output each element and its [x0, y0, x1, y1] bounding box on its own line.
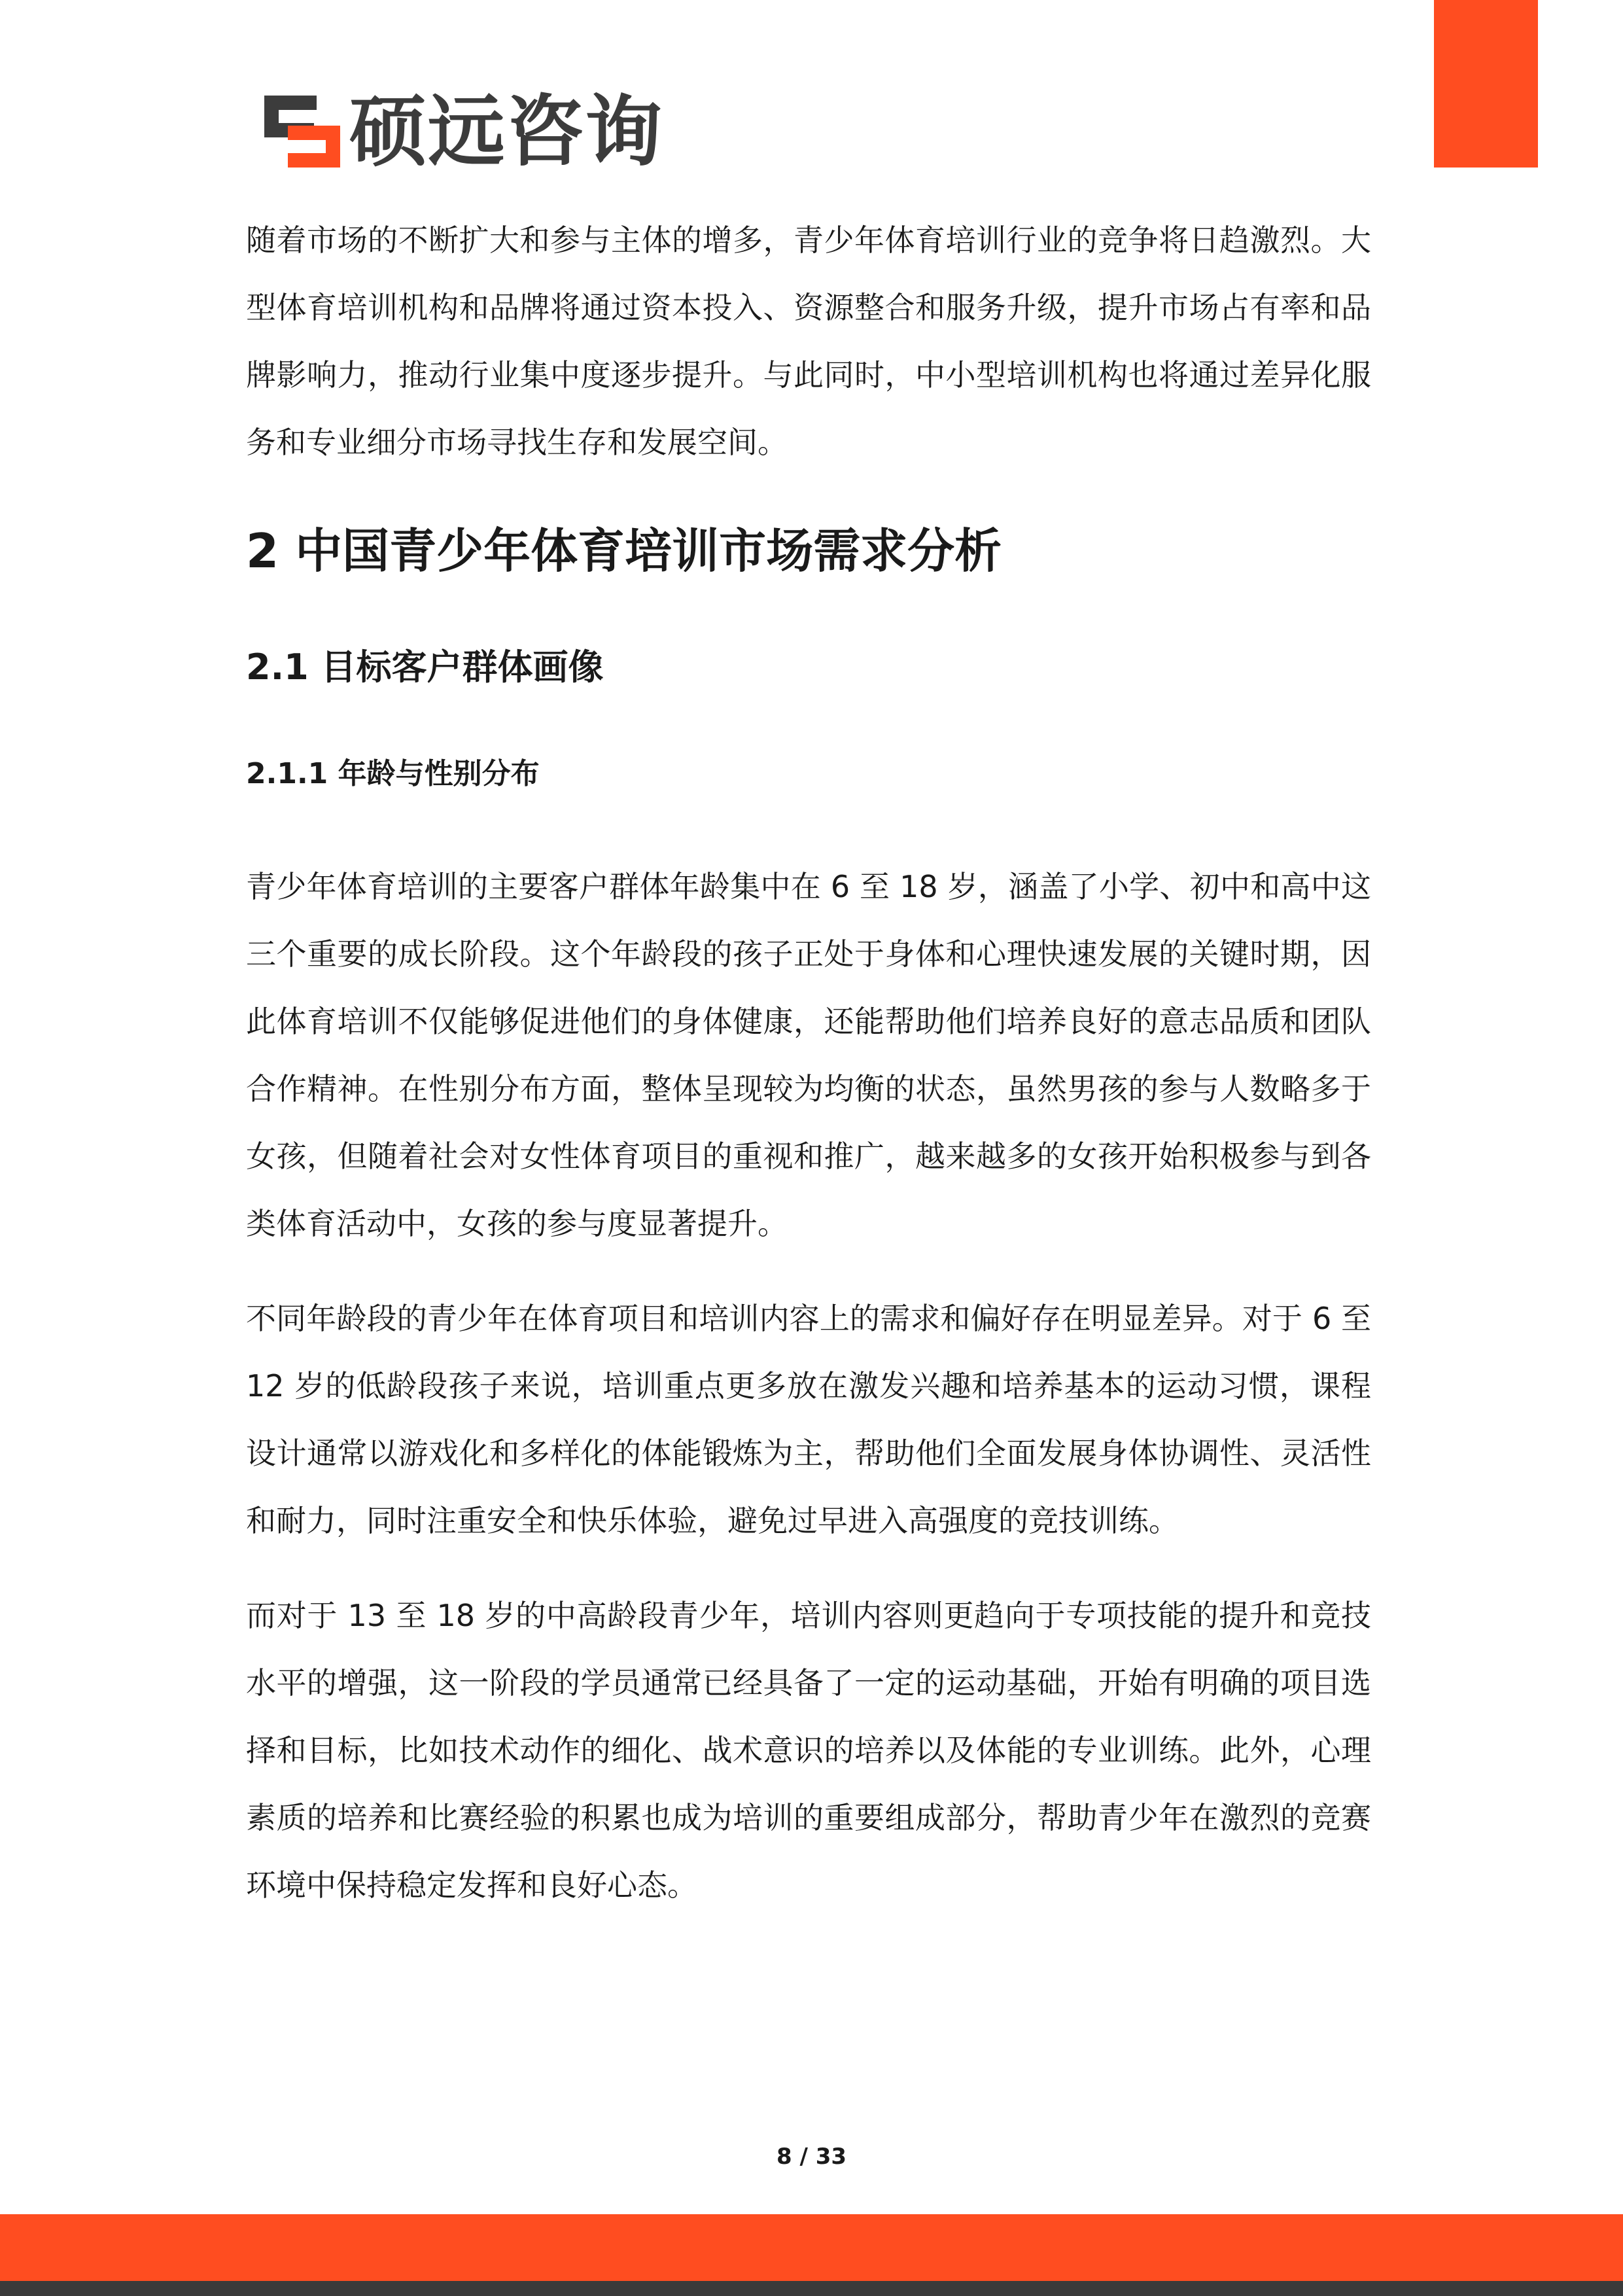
brand-name: 硕远咨询	[349, 86, 664, 177]
corner-accent-tab	[1434, 0, 1538, 168]
footer-dark-strip	[0, 2281, 1623, 2296]
brand-logo	[264, 86, 664, 177]
body-paragraph-age-gender: 青少年体育培训的主要客户群体年龄集中在 6 至 18 岁，涵盖了小学、初中和高中这三个重要的成长阶段。这个年龄段的孩子正处于身体和心理快速发展的关键时期，因此体育培训不仅能够促进他们的身体健康，还能帮助他们培养良好的意志品质和团队合作精神。在性别分布方面，整体呈现较为均衡的状态，虽然男孩的参与人数略多于女孩，但随着社会对女性体育项目的重视和推广，越来越多的女孩开始积极参与到各类体育活动中，女孩的参与度显著提升。	[246, 869, 1371, 1241]
body-paragraph-younger-group: 不同年龄段的青少年在体育项目和培训内容上的需求和偏好存在明显差异。对于 6 至 12 岁的低龄段孩子来说，培训重点更多放在激发兴趣和培养基本的运动习惯，课程设计通常以游戏化和多样化的体能锻炼为主，帮助他们全面发展身体协调性、灵活性和耐力，同时注重安全和快乐体验，避免过早进入高强度的竞技训练。	[246, 1301, 1371, 1538]
document-body	[246, 207, 1371, 1919]
subsubsection-heading: 2.1.1 年龄与性别分布	[246, 757, 540, 790]
body-paragraph-older-group: 而对于 13 至 18 岁的中高龄段青少年，培训内容则更趋向于专项技能的提升和竞技水平的增强，这一阶段的学员通常已经具备了一定的运动基础，开始有明确的项目选择和目标，比如技术动作的细化、战术意识的培养以及体能的专业训练。此外，心理素质的培养和比赛经验的积累也成为培训的重要组成部分，帮助青少年在激烈的竞赛环境中保持稳定发挥和良好心态。	[246, 1598, 1371, 1903]
footer-accent-band	[0, 2214, 1623, 2281]
intro-paragraph: 随着市场的不断扩大和参与主体的增多，青少年体育培训行业的竞争将日趋激烈。大型体育培训机构和品牌将通过资本投入、资源整合和服务升级，提升市场占有率和品牌影响力，推动行业集中度逐步提升。与此同时，中小型培训机构也将通过差异化服务和专业细分市场寻找生存和发展空间。	[246, 222, 1371, 460]
section-heading: 2 中国青少年体育培训市场需求分析	[246, 523, 1002, 578]
subsection-heading: 2.1 目标客户群体画像	[246, 646, 604, 688]
brand-mark-icon	[264, 96, 340, 168]
page-number: 8 / 33	[776, 2144, 847, 2170]
